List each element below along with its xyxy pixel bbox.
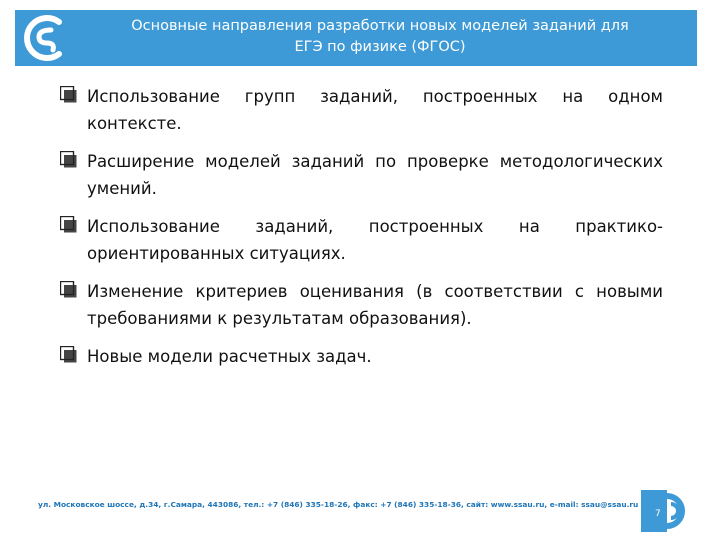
title-banner bbox=[15, 10, 697, 66]
bullet-text: Расширение моделей заданий по проверке методологических умений. bbox=[87, 152, 663, 198]
checkbox-bullet-icon bbox=[60, 86, 77, 103]
ssau-logo-icon bbox=[15, 10, 71, 66]
checkbox-bullet-icon bbox=[60, 216, 77, 233]
bullet-text: Изменение критериев оценивания (в соответствии с новыми требованиями к результатам образования). bbox=[87, 282, 663, 328]
bullet-text: Новые модели расчетных задач. bbox=[87, 347, 372, 366]
checkbox-bullet-icon bbox=[60, 346, 77, 363]
page-title bbox=[73, 16, 687, 58]
title-line-1: Основные направления разработки новых моделей заданий для bbox=[131, 18, 629, 34]
list-item bbox=[60, 148, 663, 202]
bullet-list bbox=[60, 83, 663, 381]
list-item bbox=[60, 83, 663, 137]
list-item bbox=[60, 213, 663, 267]
corner-logo-icon bbox=[641, 490, 689, 532]
bullet-text: Использование заданий, построенных на практико-ориентированных ситуациях. bbox=[87, 217, 663, 263]
list-item bbox=[60, 343, 663, 370]
page-number: 7 bbox=[655, 509, 661, 519]
bullet-text: Использование групп заданий, построенных на одном контексте. bbox=[87, 87, 663, 133]
list-item bbox=[60, 278, 663, 332]
checkbox-bullet-icon bbox=[60, 151, 77, 168]
title-line-2: ЕГЭ по физике (ФГОС) bbox=[294, 39, 466, 55]
footer-address: ул. Московское шоссе, д.34, г.Самара, 443086, тел.: +7 (846) 335-18-26, факс: +7 (846) 335-18-36, сайт: www.ssau.ru, e-mail: ssau@ssau.ru bbox=[38, 500, 639, 509]
checkbox-bullet-icon bbox=[60, 281, 77, 298]
